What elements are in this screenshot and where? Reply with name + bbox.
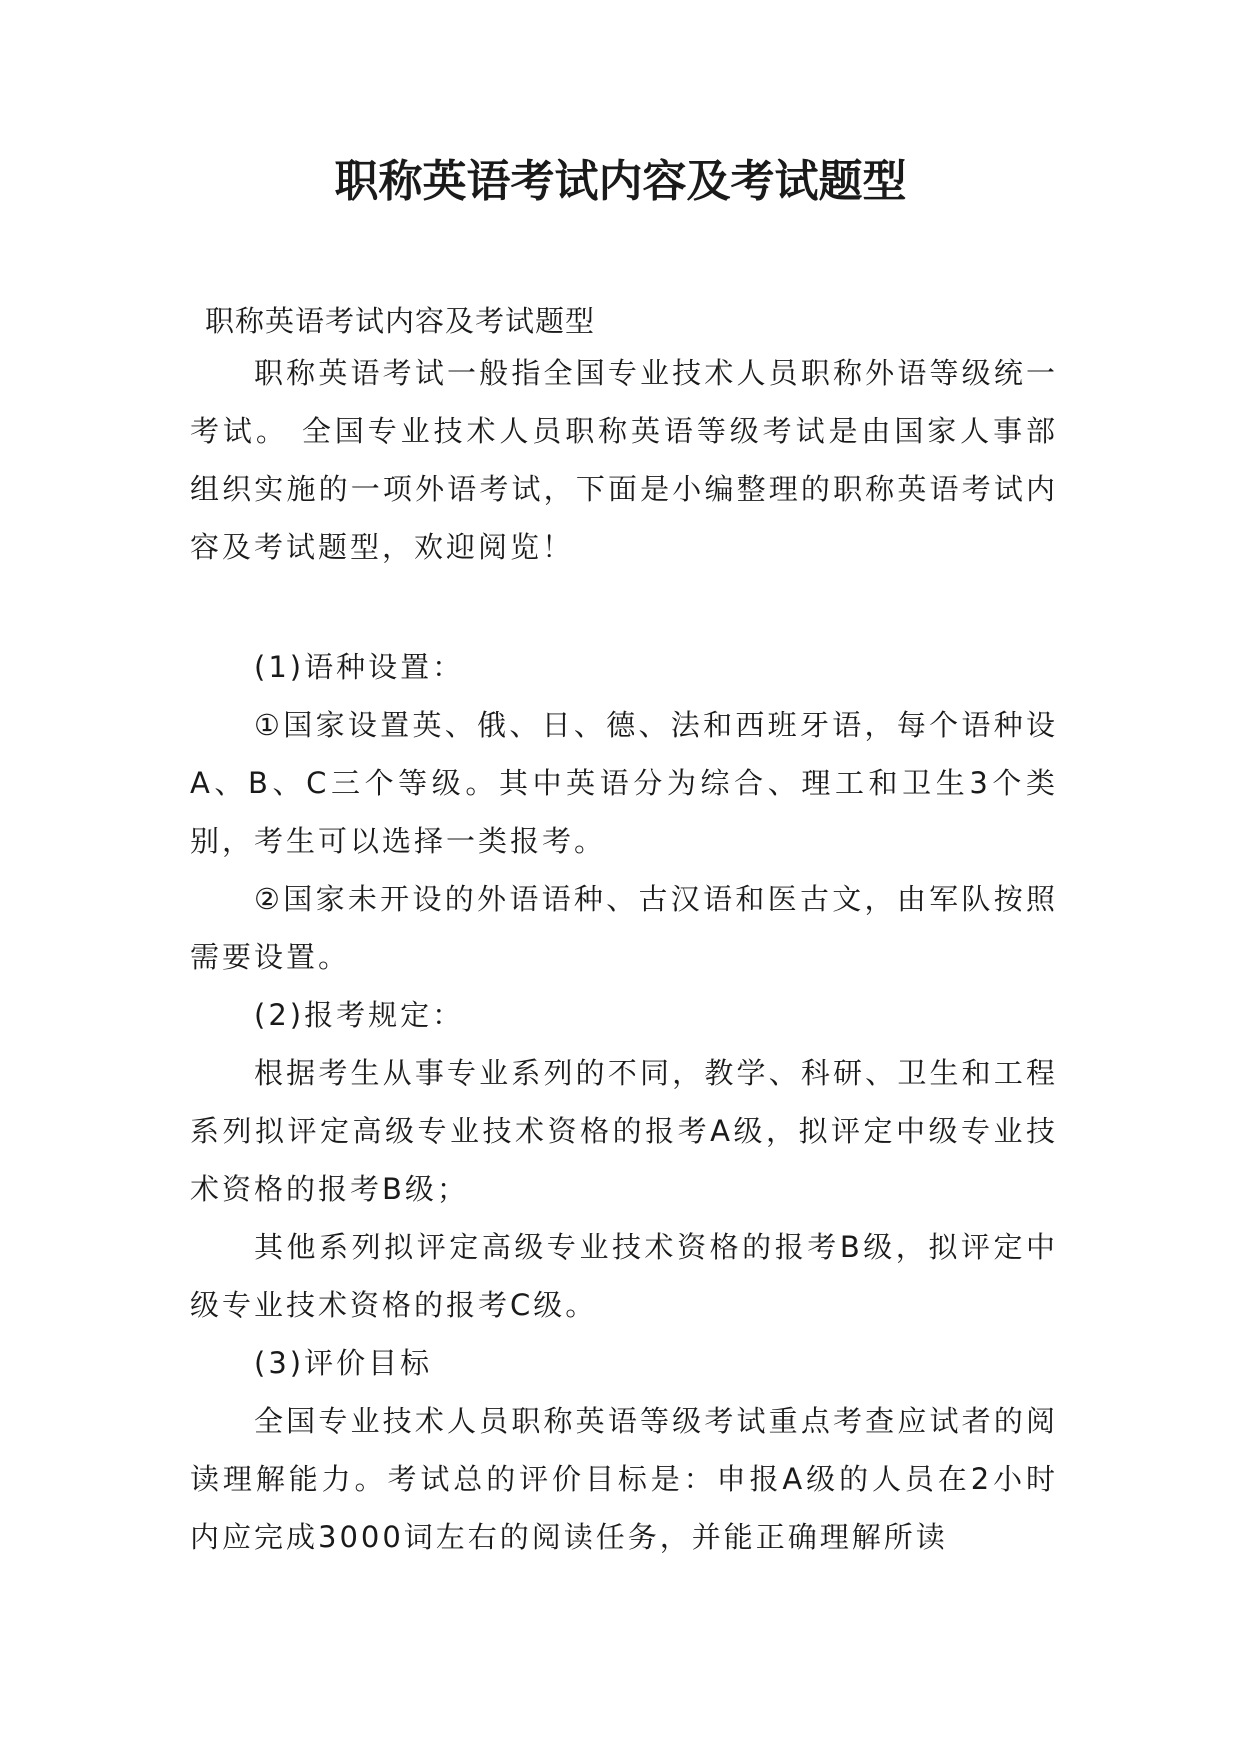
intro-paragraph: 职称英语考试一般指全国专业技术人员职称外语等级统一考试。 全国专业技术人员职称英语等级考试是由国家人事部组织实施的一项外语考试，下面是小编整理的职称英语考试内容及考试题型，欢迎阅览！ bbox=[190, 356, 1058, 564]
subtitle-line: 职称英语考试内容及考试题型 bbox=[205, 304, 596, 338]
section-heading-language: (1)语种设置： bbox=[254, 650, 465, 684]
paragraph-military: ②国家未开设的外语语种、古汉语和医古文，由军队按照需要设置。 bbox=[190, 882, 1058, 974]
intro-block bbox=[190, 344, 1058, 576]
page-title: 职称英语考试内容及考试题型 bbox=[334, 156, 907, 207]
paragraph-languages: ①国家设置英、俄、日、德、法和西班牙语，每个语种设A、B、C三个等级。其中英语分为综合、理工和卫生3个类别，考生可以选择一类报考。 bbox=[190, 708, 1058, 858]
paragraph-goals: 全国专业技术人员职称英语等级考试重点考查应试者的阅读理解能力。考试总的评价目标是：申报A级的人员在2小时内应完成3000词左右的阅读任务，并能正确理解所读 bbox=[190, 1404, 1058, 1554]
paragraph-rules-a: 根据考生从事专业系列的不同，教学、科研、卫生和工程系列拟评定高级专业技术资格的报考A级，拟评定中级专业技术资格的报考B级； bbox=[190, 1056, 1058, 1206]
paragraph-rules-b: 其他系列拟评定高级专业技术资格的报考B级，拟评定中级专业技术资格的报考C级。 bbox=[190, 1230, 1058, 1322]
section-heading-goals: (3)评价目标 bbox=[254, 1346, 433, 1380]
section-heading-rules: (2)报考规定： bbox=[254, 998, 465, 1032]
content-block bbox=[190, 638, 1058, 1566]
